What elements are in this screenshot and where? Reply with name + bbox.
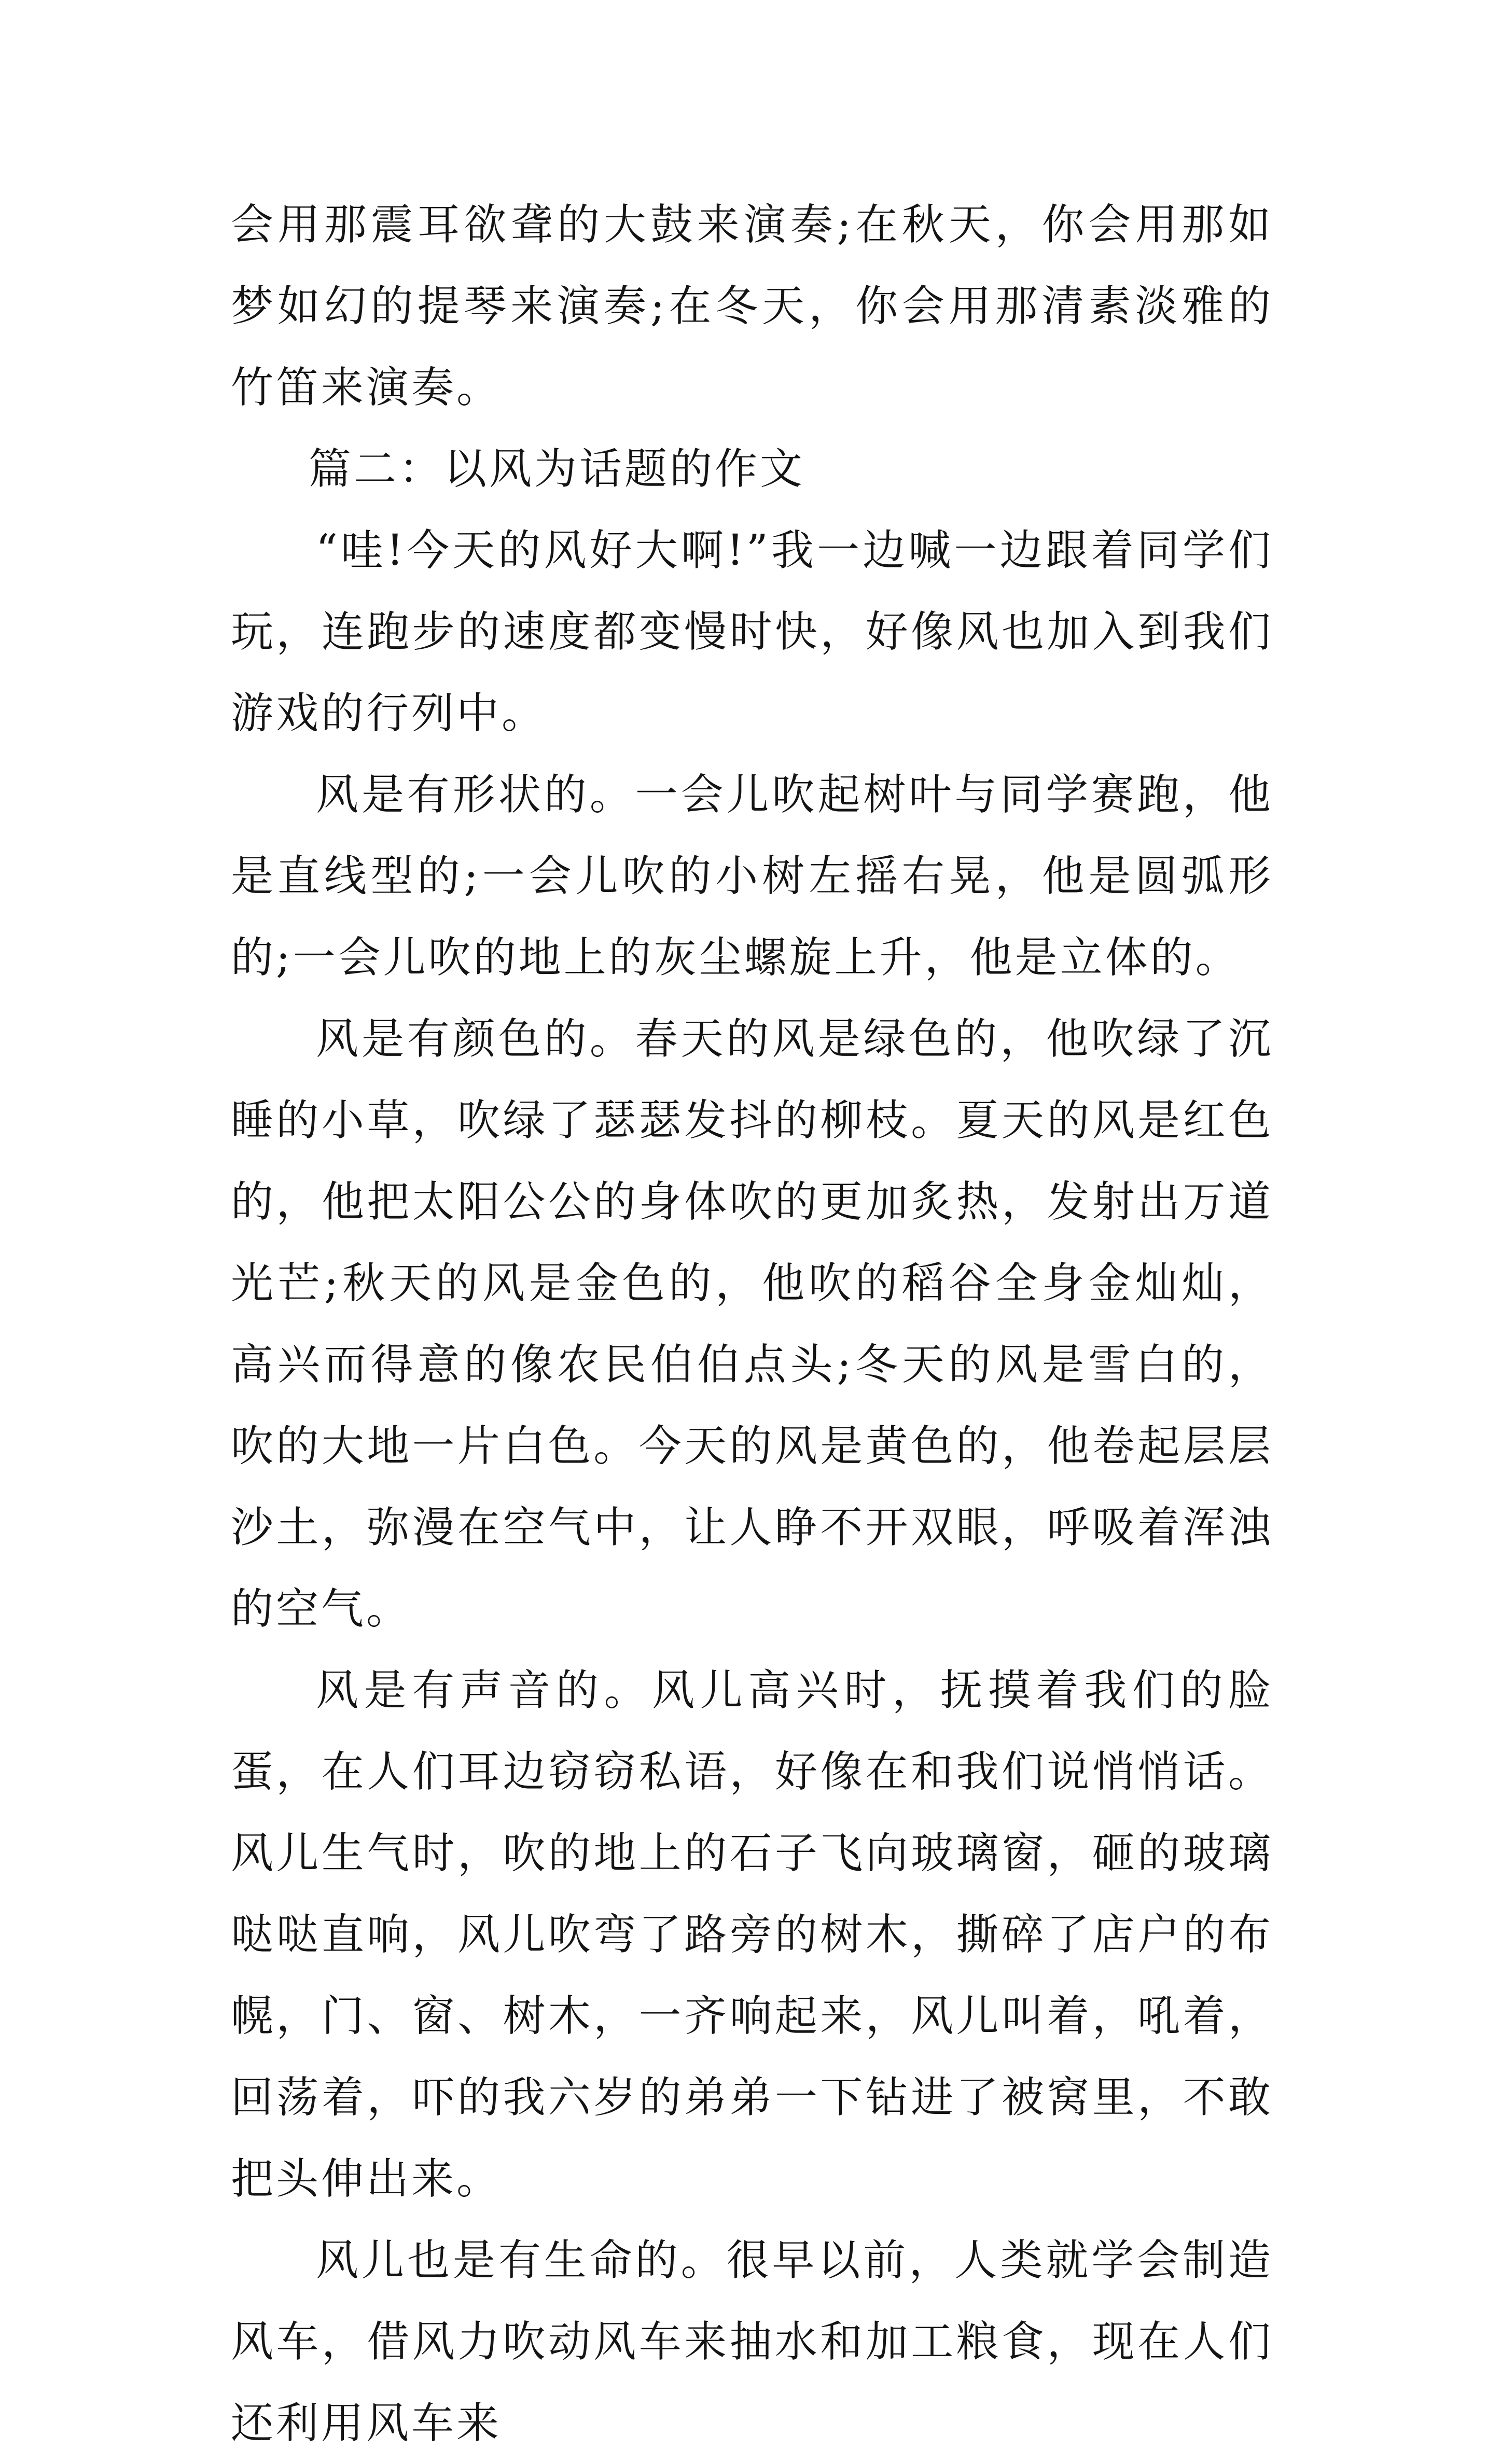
article-body xyxy=(231,184,1273,2464)
paragraph-life: 风儿也是有生命的。很早以前，人类就学会制造风车，借风力吹动风车来抽水和加工粮食，现在人们还利用风车来 xyxy=(231,2236,1273,2448)
section-heading: 篇二：以风为话题的作文 xyxy=(309,444,805,494)
paragraph-intro: “哇!今天的风好大啊!”我一边喊一边跟着同学们玩，连跑步的速度都变慢时快，好像风也加入到我们游戏的行列中。 xyxy=(231,526,1273,738)
paragraph-continuation: 会用那震耳欲聋的大鼓来演奏;在秋天，你会用那如梦如幻的提琴来演奏;在冬天，你会用那清素淡雅的竹笛来演奏。 xyxy=(231,200,1273,412)
paragraph-shape: 风是有形状的。一会儿吹起树叶与同学赛跑，他是直线型的;一会儿吹的小树左摇右晃，他是圆弧形的;一会儿吹的地上的灰尘螺旋上升，他是立体的。 xyxy=(231,770,1273,982)
paragraph-color: 风是有颜色的。春天的风是绿色的，他吹绿了沉睡的小草，吹绿了瑟瑟发抖的柳枝。夏天的风是红色的，他把太阳公公的身体吹的更加炙热，发射出万道光芒;秋天的风是金色的，他吹的稻谷全身金灿灿，高兴而得意的像农民伯伯点头;冬天的风是雪白的，吹的大地一片白色。今天的风是黄色的，他卷起层层沙土，弥漫在空气中，让人睁不开双眼，呼吸着浑浊的空气。 xyxy=(231,1014,1273,1634)
paragraph-sound: 风是有声音的。风儿高兴时，抚摸着我们的脸蛋，在人们耳边窃窃私语，好像在和我们说悄悄话。风儿生气时，吹的地上的石子飞向玻璃窗，砸的玻璃哒哒直响，风儿吹弯了路旁的树木，撕碎了店户的布幌，门、窗、树木，一齐响起来，风儿叫着，吼着，回荡着，吓的我六岁的弟弟一下钻进了被窝里，不敢把头伸出来。 xyxy=(231,1666,1273,2204)
